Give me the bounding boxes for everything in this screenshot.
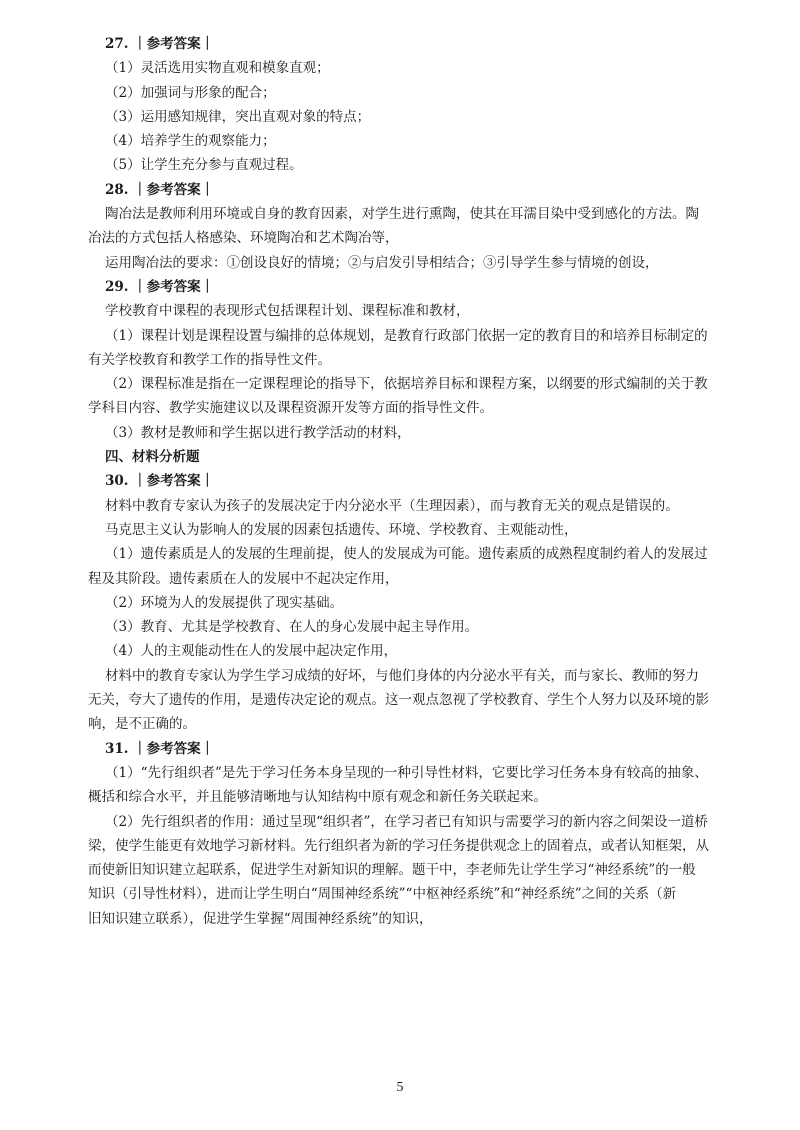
text-line: （3）运用感知规律，突出直观对象的特点； [105, 108, 371, 125]
text-line: 材料中的教育专家认为学生学习成绩的好坏，与他们身体的内分泌水平有关，而与家长、教师的努力 [105, 667, 699, 684]
text-line: 马克思主义认为影响人的发展的因素包括遗传、环境、学校教育、主观能动性， [105, 521, 578, 538]
answer-heading-31: 31. ｜参考答案｜ [105, 740, 215, 757]
text-line: 学科目内容、教学实施建议以及课程资源开发等方面的指导性文件。 [88, 400, 493, 417]
text-line: 有关学校教育和教学工作的指导性文件。 [88, 351, 331, 368]
text-line: 概括和综合水平，并且能够清晰地与认知结构中原有观念和新任务关联起来。 [88, 789, 547, 806]
text-line: （1）灵活选用实物直观和模象直观； [105, 60, 330, 77]
text-line: （2）先行组织者的作用：通过呈现“组织者”，在学习者已有知识与需要学习的新内容之间架设一道桥 [105, 813, 708, 830]
text-line: 而使新旧知识建立起联系，促进学生对新知识的理解。题干中，李老师先让学生学习“神经系统”的一般 [88, 862, 696, 879]
text-line: 无关，夸大了遗传的作用，是遗传决定论的观点。这一观点忽视了学校教育、学生个人努力以及环境的影 [88, 692, 709, 709]
answer-heading-30: 30. ｜参考答案｜ [105, 473, 215, 490]
text-line: 陶冶法是教师利用环境或自身的教育因素，对学生进行熏陶，使其在耳濡目染中受到感化的方法。陶 [105, 206, 699, 223]
text-line: （4）人的主观能动性在人的发展中起决定作用， [105, 643, 398, 660]
text-line: 冶法的方式包括人格感染、环境陶冶和艺术陶冶等， [88, 230, 399, 247]
text-line: 知识（引导性材料），进而让学生明白“周围神经系统”“中枢神经系统”和“神经系统”之间的关系（新 [88, 886, 677, 903]
text-line: （1）“先行组织者”是先于学习任务本身呈现的一种引导性材料，它要比学习任务本身有较高的抽象、 [105, 764, 708, 781]
text-line: （3）教育、尤其是学校教育、在人的身心发展中起主导作用。 [105, 619, 479, 636]
answer-heading-28: 28. ｜参考答案｜ [105, 181, 215, 198]
text-line: （1）课程计划是课程设置与编排的总体规划，是教育行政部门依据一定的教育目的和培养目标制定的 [105, 327, 708, 344]
section-heading: 四、材料分析题 [105, 449, 200, 466]
text-line: 梁，使学生能更有效地学习新材料。先行组织者为新的学习任务提供观念上的固着点，或者认知框架，从 [88, 837, 709, 854]
text-line: 学校教育中课程的表现形式包括课程计划、课程标准和教材， [105, 303, 470, 320]
answer-heading-27: 27. ｜参考答案｜ [105, 36, 215, 52]
text-line: （3）教材是教师和学生据以进行教学活动的材料， [105, 424, 411, 441]
text-line: 旧知识建立联系），促进学生掌握“周围神经系统”的知识， [88, 910, 433, 927]
page-number: 5 [396, 1080, 404, 1095]
text-line: （2）课程标准是指在一定课程理论的指导下，依据培养目标和课程方案，以纲要的形式编制的关于教 [105, 376, 708, 393]
text-line: 程及其阶段。遗传素质在人的发展中不起决定作用， [88, 570, 399, 587]
text-line: 响，是不正确的。 [88, 716, 196, 733]
text-line: （2）环境为人的发展提供了现实基础。 [105, 594, 344, 611]
answer-heading-29: 29. ｜参考答案｜ [105, 278, 215, 295]
text-line: （4）培养学生的观察能力； [105, 133, 276, 150]
text-line: （5）让学生充分参与直观过程。 [105, 157, 303, 174]
text-line: 运用陶冶法的要求：①创设良好的情境；②与启发引导相结合；③引导学生参与情境的创设， [105, 254, 659, 271]
text-line: 材料中教育专家认为孩子的发展决定于内分泌水平（生理因素），而与教育无关的观点是错误的。 [105, 497, 679, 514]
text-line: （1）遗传素质是人的发展的生理前提，使人的发展成为可能。遗传素质的成熟程度制约着人的发展过 [105, 546, 708, 563]
answer-content [88, 32, 728, 931]
text-line: （2）加强词与形象的配合； [105, 84, 276, 101]
